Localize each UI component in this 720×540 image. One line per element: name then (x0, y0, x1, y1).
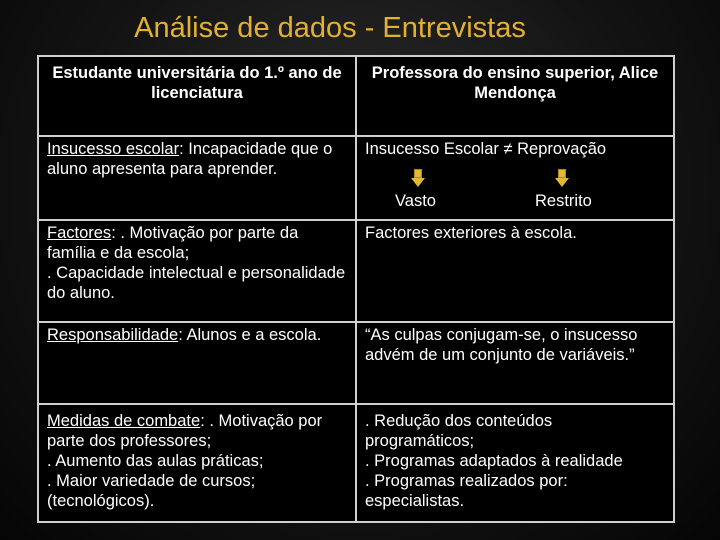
header-student: Estudante universitária do 1.º ano de licenciatura (38, 56, 356, 136)
page-title: Análise de dados - Entrevistas (134, 12, 526, 44)
cell-professor-factores: Factores exteriores à escola. (356, 220, 674, 322)
label-insucesso: Insucesso escolar (47, 140, 180, 158)
text-medidas-prof-2: . Programas adaptados à realidade (365, 452, 623, 470)
label-vasto: Vasto (395, 192, 436, 210)
cell-student-factores (38, 220, 356, 322)
text-insucesso-prof: Insucesso Escolar ≠ Reprovação (365, 140, 607, 158)
header-professor: Professora do ensino superior, Alice Mendonça (356, 56, 674, 136)
table-row-responsabilidade (38, 322, 674, 404)
cell-student-responsabilidade (38, 322, 356, 404)
cell-student-medidas (38, 404, 356, 522)
comparison-table (37, 55, 675, 523)
text-factores-2: . Capacidade intelectual e personalidade do aluno. (47, 264, 346, 302)
text-responsabilidade: : Alunos e a escola. (178, 326, 322, 344)
down-arrow-icon (411, 169, 425, 187)
down-arrow-icon (555, 169, 569, 187)
header-row (38, 56, 674, 136)
label-factores: Factores (47, 224, 112, 242)
table-row-medidas (38, 404, 674, 522)
cell-professor-responsabilidade: “As culpas conjugam-se, o insucesso advém de um conjunto de variáveis.” (356, 322, 674, 404)
label-responsabilidade: Responsabilidade (47, 326, 179, 344)
cell-student-insucesso (38, 136, 356, 220)
arrows-group (365, 169, 665, 209)
label-restrito: Restrito (535, 192, 592, 210)
text-medidas-3: . Maior variedade de cursos; (tecnológicos). (47, 472, 256, 510)
text-medidas-2: . Aumento das aulas práticas; (47, 452, 264, 470)
text-medidas-prof: . Redução dos conteúdos programáticos; (365, 412, 553, 450)
table-row-factores (38, 220, 674, 322)
label-medidas: Medidas de combate (47, 412, 201, 430)
text-medidas-prof-3: . Programas realizados por: especialistas. (365, 472, 568, 510)
table-row-insucesso (38, 136, 674, 220)
text-insucesso: : Incapacidade que o aluno apresenta para aprender. (47, 140, 333, 178)
text-medidas: : . Motivação por parte dos professores; (47, 412, 323, 450)
text-factores: : . Motivação por parte da família e da escola; (47, 224, 299, 262)
cell-professor-medidas (356, 404, 674, 522)
cell-professor-insucesso (356, 136, 674, 220)
